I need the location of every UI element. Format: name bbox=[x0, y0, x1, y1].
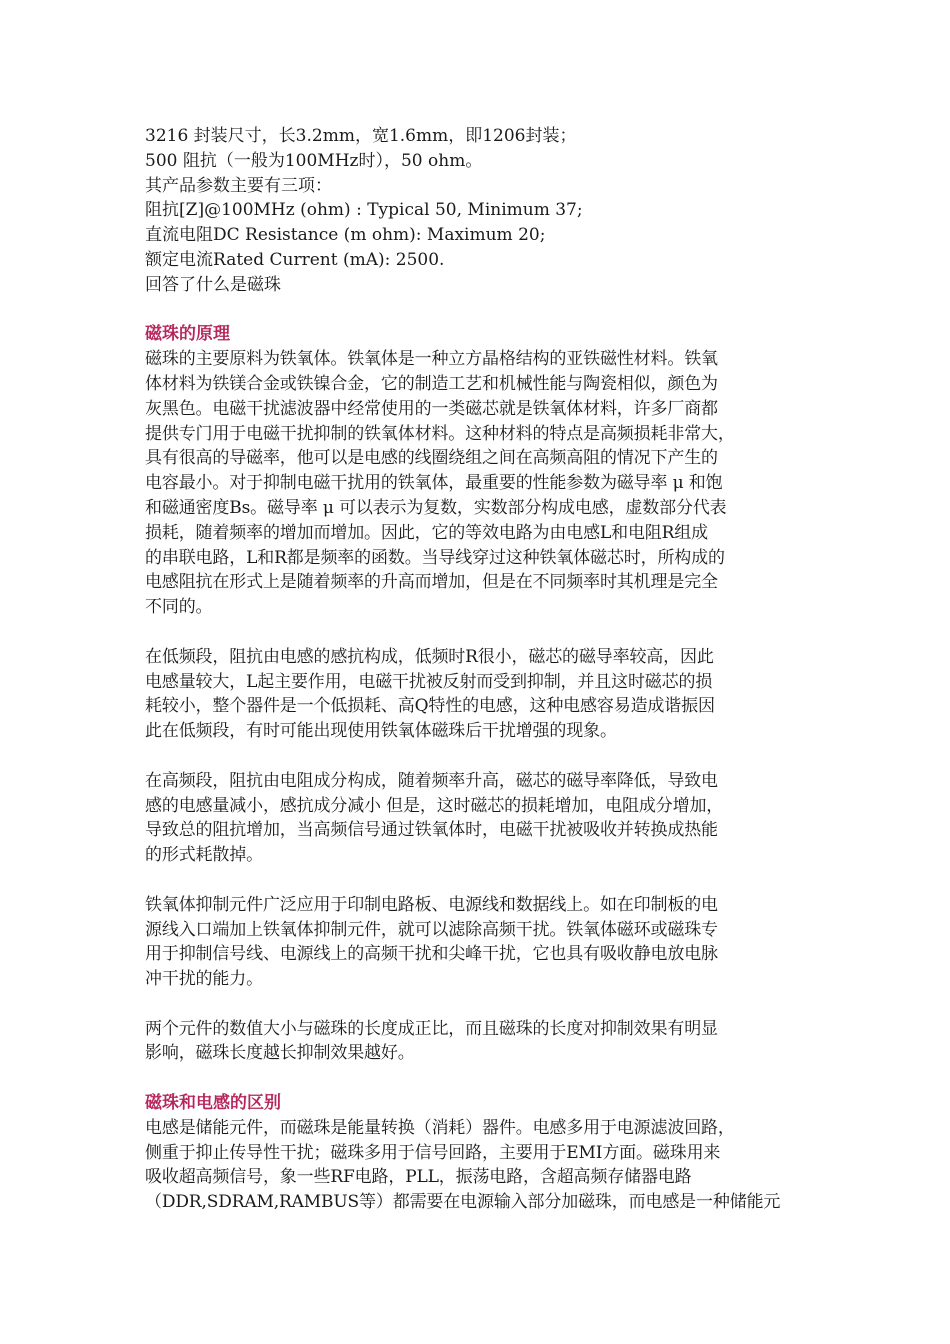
blank-line bbox=[145, 992, 810, 1017]
section-heading-principle: 磁珠的原理 bbox=[145, 324, 230, 345]
specs-block bbox=[145, 124, 810, 298]
text-line: 在高频段，阻抗由电阻成分构成，随着频率升高，磁芯的磁导率降低，导致电 bbox=[145, 770, 718, 791]
text-line: 导致总的阻抗增加，当高频信号通过铁氧体时，电磁干扰被吸收并转换成热能 bbox=[145, 820, 718, 841]
spec-line: 3216 封装尺寸，长3.2mm，宽1.6mm，即1206封装； bbox=[145, 126, 577, 146]
text-line: 在低频段，阻抗由电感的感抗构成，低频时R很小，磁芯的磁导率较高，因此 bbox=[145, 646, 714, 667]
text-line: 两个元件的数值大小与磁珠的长度成正比，而且磁珠的长度对抑制效果有明显 bbox=[145, 1018, 718, 1039]
paragraph-principle-1 bbox=[145, 347, 810, 620]
text-line: 铁氧体抑制元件广泛应用于印制电路板、电源线和数据线上。如在印制板的电 bbox=[145, 894, 718, 915]
paragraph-principle-4 bbox=[145, 893, 810, 992]
text-line: 冲干扰的能力。 bbox=[145, 969, 263, 990]
text-line: 灰黑色。电磁干扰滤波器中经常使用的一类磁芯就是铁氧体材料，许多厂商都 bbox=[145, 398, 718, 419]
text-line: 的串联电路，L和R都是频率的函数。当导线穿过这种铁氧体磁芯时，所构成的 bbox=[145, 547, 725, 568]
blank-line bbox=[145, 620, 810, 645]
spec-line: 直流电阻DC Resistance (m ohm): Maximum 20; bbox=[145, 225, 546, 246]
text-line: 耗较小，整个器件是一个低损耗、高Q特性的电感，这种电感容易造成谐振因 bbox=[145, 696, 715, 717]
text-line: 体材料为铁镁合金或铁镍合金，它的制造工艺和机械性能与陶瓷相似，颜色为 bbox=[145, 373, 718, 394]
text-line: 用于抑制信号线、电源线上的高频干扰和尖峰干扰，它也具有吸收静电放电脉 bbox=[145, 944, 718, 965]
text-line: 和磁通密度Bs。磁导率 μ 可以表示为复数，实数部分构成电感，虚数部分代表 bbox=[145, 497, 727, 518]
text-line: 具有很高的导磁率，他可以是电感的线圈绕组之间在高频高阻的情况下产生的 bbox=[145, 448, 718, 469]
text-line: 感的电感量减小，感抗成分减小 但是，这时磁芯的损耗增加，电阻成分增加， bbox=[145, 795, 724, 816]
text-line: 不同的。 bbox=[145, 597, 213, 618]
text-line: 此在低频段，有时可能出现使用铁氧体磁珠后干扰增强的现象。 bbox=[145, 721, 617, 742]
spec-line: 额定电流Rated Current (mA): 2500. bbox=[145, 249, 445, 270]
text-line: 侧重于抑止传导性干扰；磁珠多用于信号回路，主要用于EMI方面。磁珠用来 bbox=[145, 1142, 721, 1163]
spec-line: 回答了什么是磁珠 bbox=[145, 274, 281, 295]
paragraph-principle-5 bbox=[145, 1017, 810, 1067]
blank-line bbox=[145, 868, 810, 893]
spec-line: 500 阻抗（一般为100MHz时），50 ohm。 bbox=[145, 150, 483, 171]
spec-line: 阻抗[Z]@100MHz (ohm) : Typical 50, Minimum 37; bbox=[145, 200, 583, 221]
paragraph-difference-1 bbox=[145, 1116, 810, 1215]
paragraph-principle-2 bbox=[145, 645, 810, 744]
blank-line bbox=[145, 744, 810, 769]
text-line: 的形式耗散掉。 bbox=[145, 845, 263, 866]
text-line: 影响，磁珠长度越长抑制效果越好。 bbox=[145, 1043, 415, 1064]
text-line: 源线入口端加上铁氧体抑制元件，就可以滤除高频干扰。铁氧体磁环或磁珠专 bbox=[145, 919, 718, 940]
document-page bbox=[145, 124, 810, 1215]
blank-line bbox=[145, 1066, 810, 1091]
blank-line bbox=[145, 298, 810, 323]
text-line: 电感量较大，L起主要作用，电磁干扰被反射而受到抑制，并且这时磁芯的损 bbox=[145, 671, 713, 692]
spec-line: 其产品参数主要有三项： bbox=[145, 175, 332, 196]
text-line: 磁珠的主要原料为铁氧体。铁氧体是一种立方晶格结构的亚铁磁性材料。铁氧 bbox=[145, 349, 718, 370]
text-line: 电感是储能元件，而磁珠是能量转换（消耗）器件。电感多用于电源滤波回路， bbox=[145, 1117, 735, 1138]
text-line: 电容最小。对于抑制电磁干扰用的铁氧体，最重要的性能参数为磁导率 μ 和饱 bbox=[145, 473, 723, 494]
text-line: 提供专门用于电磁干扰抑制的铁氧体材料。这种材料的特点是高频损耗非常大， bbox=[145, 423, 735, 444]
text-line: 吸收超高频信号，象一些RF电路，PLL，振荡电路，含超高频存储器电路 bbox=[145, 1167, 692, 1188]
text-line: 损耗，随着频率的增加而增加。因此，它的等效电路为由电感L和电阻R组成 bbox=[145, 522, 708, 543]
text-line: 电感阻抗在形式上是随着频率的升高而增加，但是在不同频率时其机理是完全 bbox=[145, 572, 718, 593]
paragraph-principle-3 bbox=[145, 769, 810, 868]
text-line: （DDR,SDRAM,RAMBUS等）都需要在电源输入部分加磁珠，而电感是一种储能元 bbox=[145, 1192, 781, 1213]
section-heading-difference: 磁珠和电感的区别 bbox=[145, 1093, 281, 1114]
